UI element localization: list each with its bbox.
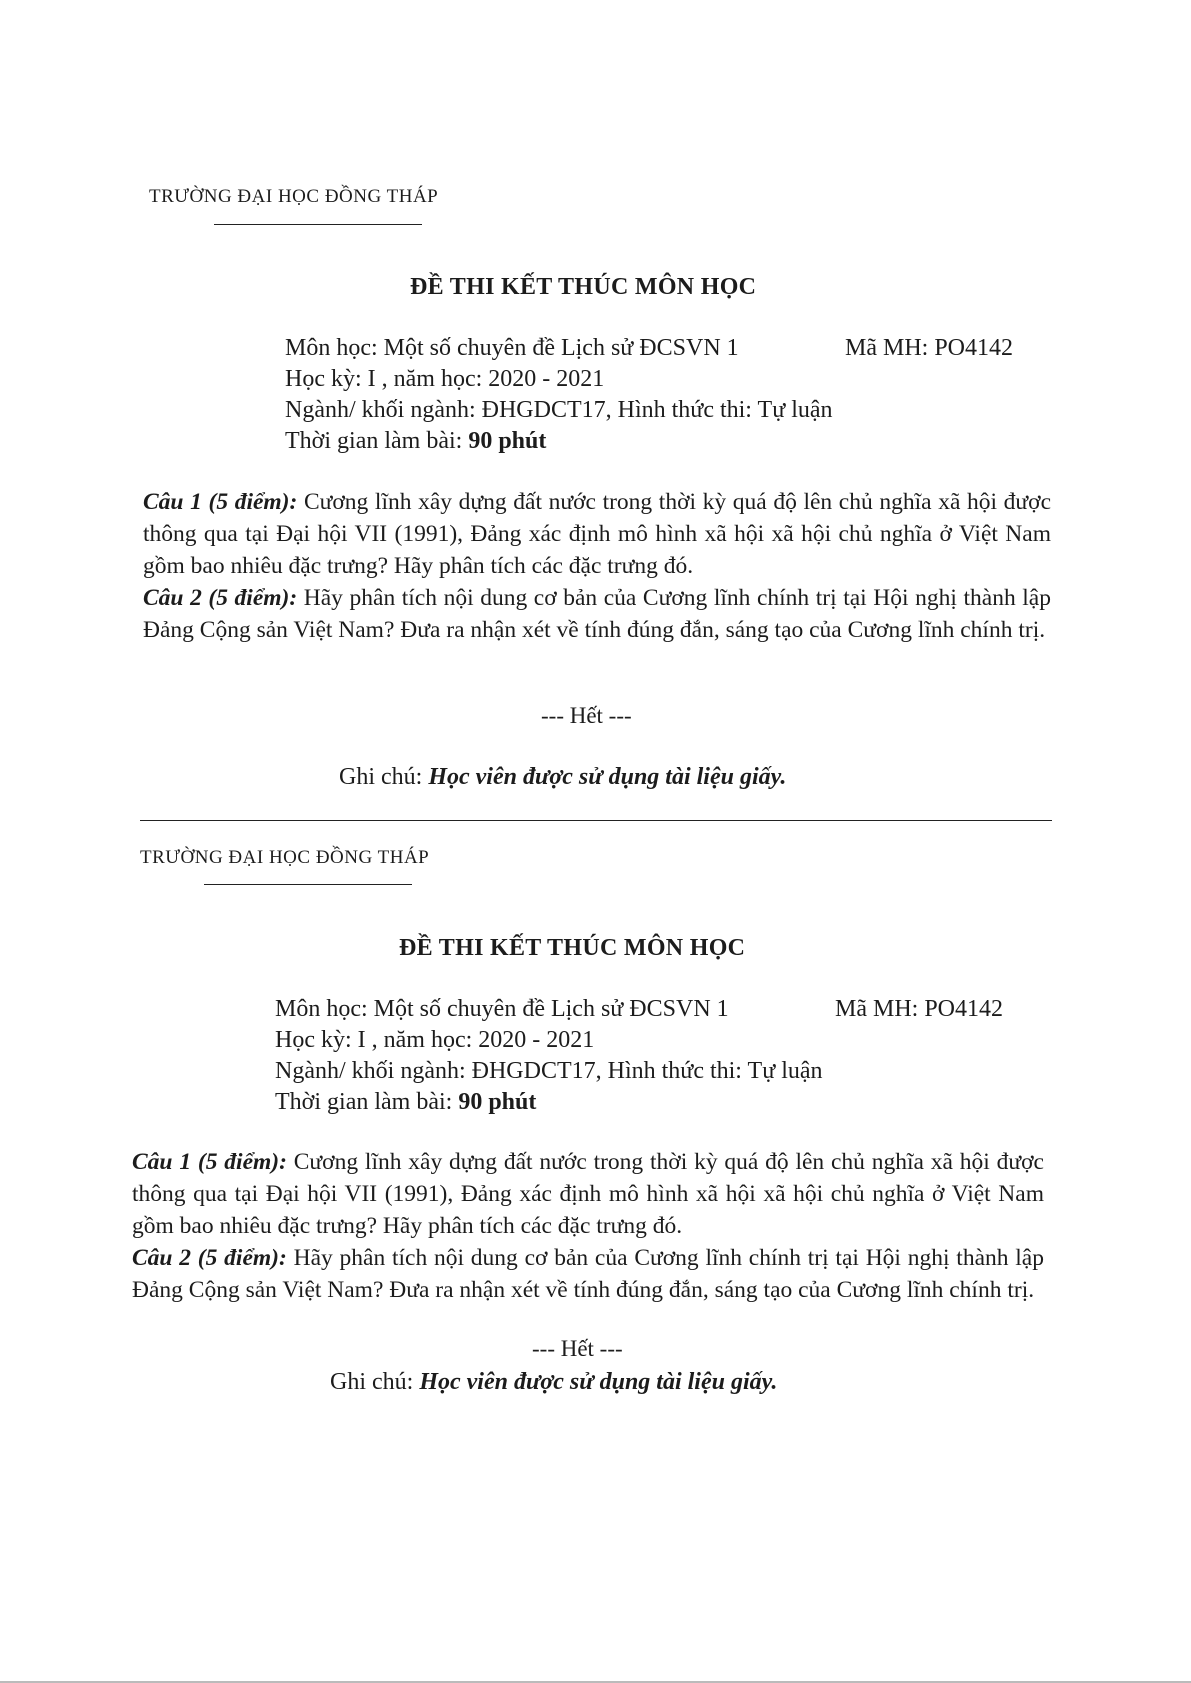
- time-value: 90 phút: [468, 428, 547, 454]
- questions-block: [143, 486, 1051, 646]
- major-line: Ngành/ khối ngành: ĐHGDCT17, Hình thức thi: Tự luận: [275, 1058, 823, 1084]
- question-2-text: Hãy phân tích nội dung cơ bản của Cương lĩnh chính trị tại Hội nghị thành lập Đảng Cộng sản Việt Nam? Đưa ra nhận xét về tính đúng đắn, sáng tạo của Cương lĩnh chính trị.: [132, 1245, 1044, 1303]
- question-2-label: Câu 2 (5 điểm):: [143, 585, 298, 611]
- semester-line: Học kỳ: I , năm học: 2020 - 2021: [275, 1027, 595, 1053]
- question-1-text: Cương lĩnh xây dựng đất nước trong thời kỳ quá độ lên chủ nghĩa xã hội được thông qua tại Đại hội VII (1991), Đảng xác định mô hình xã hội xã hội chủ nghĩa ở Việt Nam gồm bao nhiêu đặc trưng? Hãy phân tích các đặc trưng đó.: [132, 1149, 1044, 1239]
- note-line: [339, 764, 786, 791]
- question-2: [132, 1242, 1044, 1306]
- end-mark: --- Hết ---: [532, 1336, 623, 1361]
- note-text: Học viên được sử dụng tài liệu giấy.: [428, 764, 787, 790]
- time-label: Thời gian làm bài:: [275, 1089, 459, 1115]
- question-1: [132, 1146, 1044, 1242]
- course-code: Mã MH: PO4142: [835, 996, 1004, 1022]
- semester-line: Học kỳ: I , năm học: 2020 - 2021: [285, 366, 605, 392]
- note-label: Ghi chú:: [330, 1369, 420, 1395]
- cut-line-separator: [140, 820, 1052, 821]
- school-name: TRƯỜNG ĐẠI HỌC ĐỒNG THÁP: [140, 847, 430, 868]
- time-line: [285, 426, 1045, 457]
- major-line: Ngành/ khối ngành: ĐHGDCT17, Hình thức thi: Tự luận: [285, 397, 833, 423]
- time-value: 90 phút: [458, 1089, 537, 1115]
- subject-line: Môn học: Một số chuyên đề Lịch sử ĐCSVN 1: [285, 335, 739, 361]
- question-1-label: Câu 1 (5 điểm):: [132, 1149, 287, 1175]
- question-2-label: Câu 2 (5 điểm):: [132, 1245, 287, 1271]
- note-label: Ghi chú:: [339, 764, 429, 790]
- questions-block: [132, 1146, 1044, 1306]
- time-line: [275, 1087, 1035, 1118]
- question-1-text: Cương lĩnh xây dựng đất nước trong thời kỳ quá độ lên chủ nghĩa xã hội được thông qua tại Đại hội VII (1991), Đảng xác định mô hình xã hội xã hội chủ nghĩa ở Việt Nam gồm bao nhiêu đặc trưng? Hãy phân tích các đặc trưng đó.: [143, 489, 1051, 579]
- subject-line: Môn học: Một số chuyên đề Lịch sử ĐCSVN 1: [275, 996, 729, 1022]
- exam-title: ĐỀ THI KẾT THÚC MÔN HỌC: [399, 935, 746, 961]
- question-2: [143, 582, 1051, 646]
- note-text: Học viên được sử dụng tài liệu giấy.: [419, 1369, 778, 1395]
- school-name: TRƯỜNG ĐẠI HỌC ĐỒNG THÁP: [149, 186, 439, 207]
- note-line: [330, 1369, 777, 1396]
- course-code: Mã MH: PO4142: [845, 335, 1014, 361]
- question-2-text: Hãy phân tích nội dung cơ bản của Cương lĩnh chính trị tại Hội nghị thành lập Đảng Cộng sản Việt Nam? Đưa ra nhận xét về tính đúng đắn, sáng tạo của Cương lĩnh chính trị.: [143, 585, 1051, 643]
- question-1-label: Câu 1 (5 điểm):: [143, 489, 298, 515]
- exam-title: ĐỀ THI KẾT THÚC MÔN HỌC: [410, 274, 757, 300]
- exam-info: [285, 333, 1045, 457]
- end-mark: --- Hết ---: [541, 703, 632, 728]
- school-name-underline: [214, 224, 422, 225]
- time-label: Thời gian làm bài:: [285, 428, 469, 454]
- question-1: [143, 486, 1051, 582]
- exam-info: [275, 994, 1035, 1118]
- school-name-underline: [204, 884, 412, 885]
